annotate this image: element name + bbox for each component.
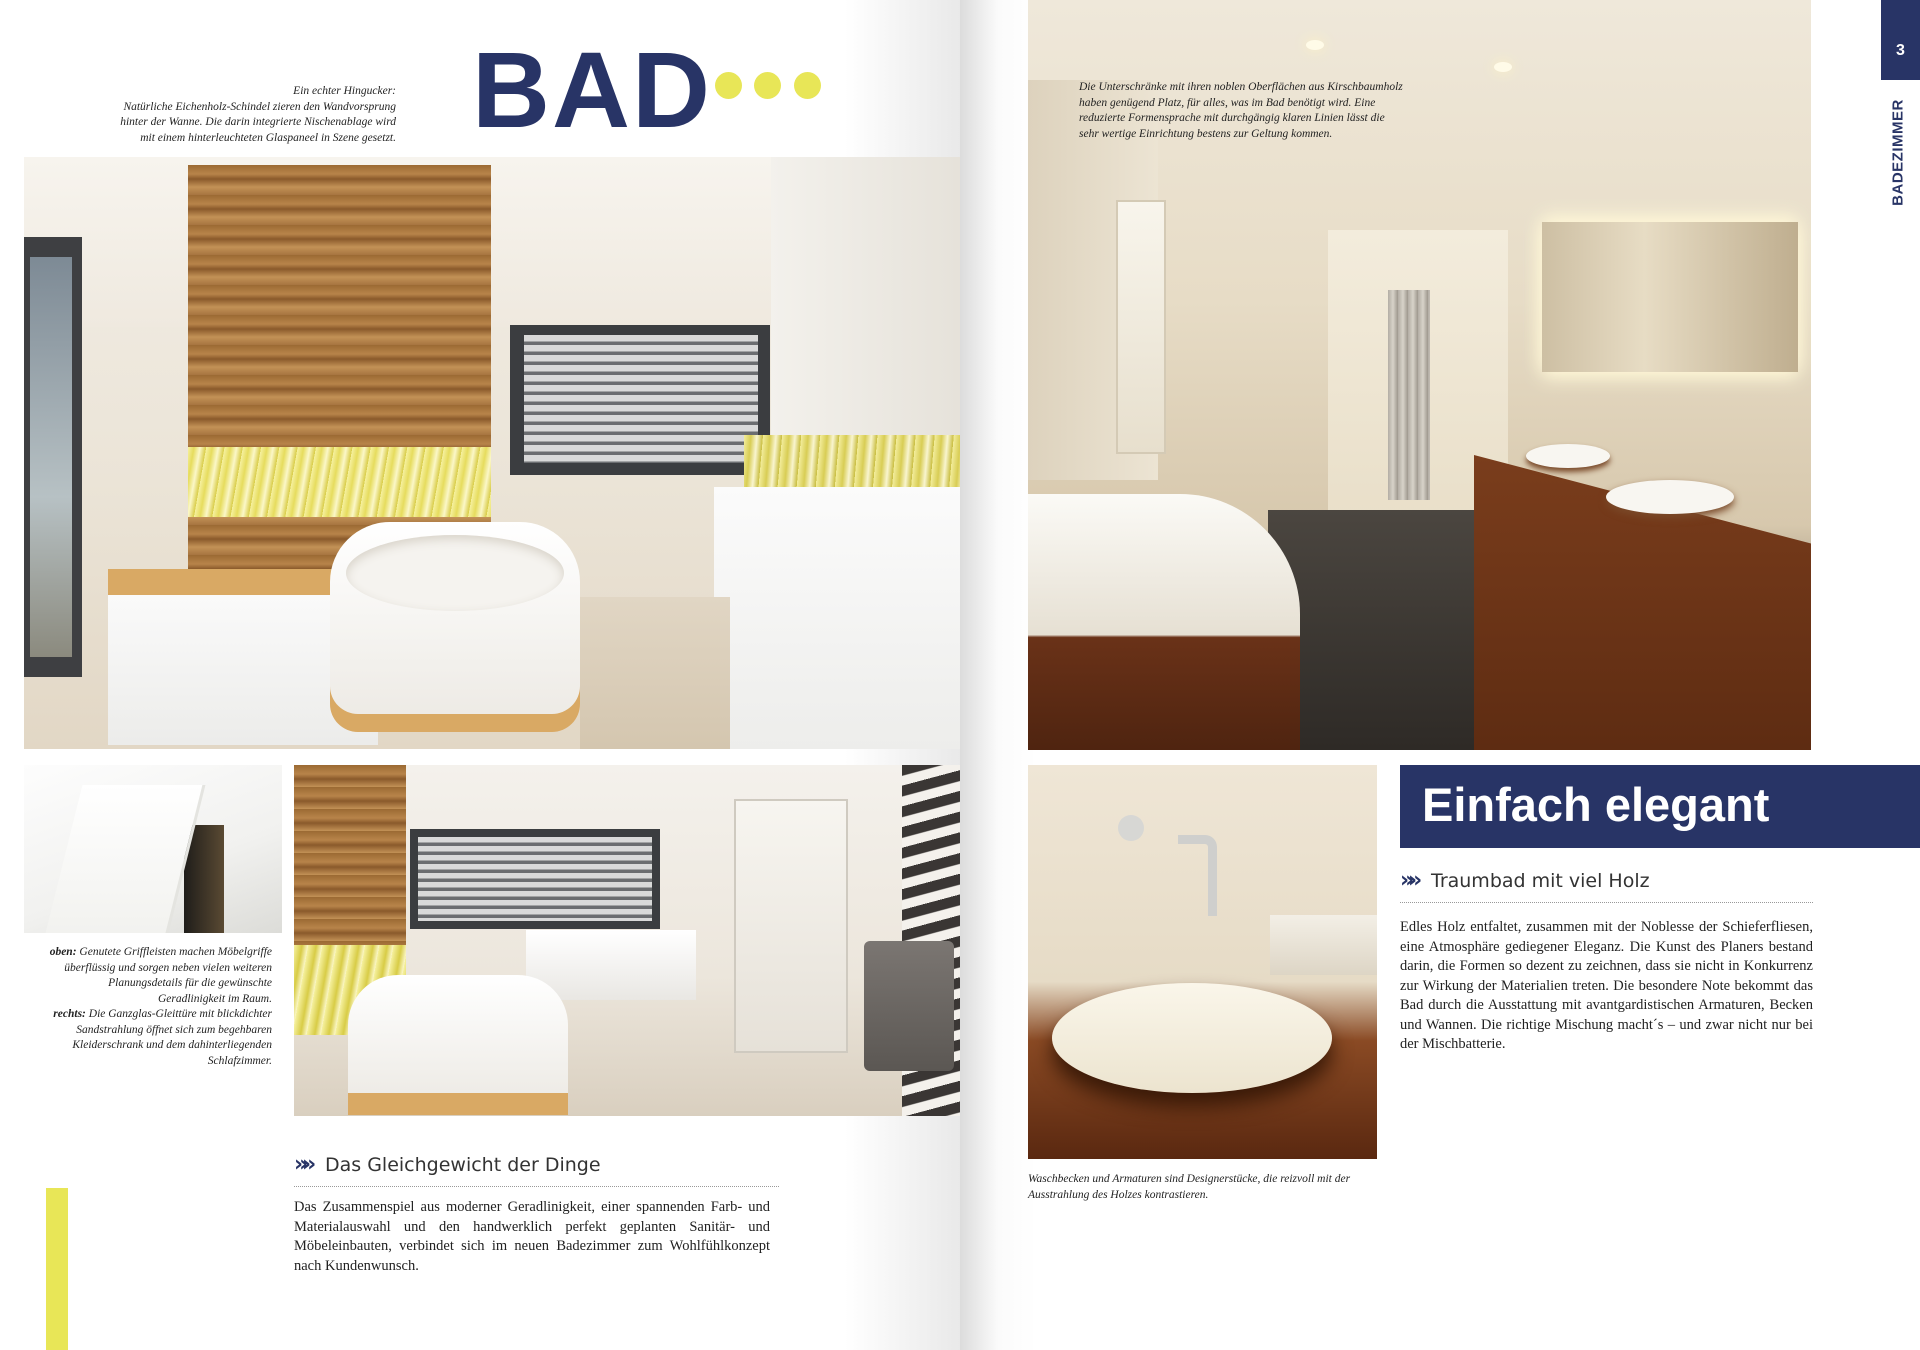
chevron-right-icon-2: » (302, 1152, 311, 1177)
sink-caption: Waschbecken und Armaturen sind Designerstücke, die reizvoll mit der Ausstrahlung des Holzes kontrastieren. (1028, 1173, 1351, 1201)
oval-vessel-sink (1052, 983, 1332, 1093)
ceiling-spotlight-2 (1494, 62, 1512, 72)
ceiling-spotlight-1 (1306, 40, 1324, 50)
right-page (960, 0, 1920, 1350)
side-caption-oben-label: oben: (49, 946, 77, 958)
cabinet-door-edge (46, 785, 206, 933)
illuminated-mirror (1542, 222, 1798, 372)
section-title-left: Das Gleichgewicht der Dinge (325, 1154, 601, 1176)
top-caption-line-3: mit einem hinterleuchteten Glaspaneel in Szene gesetzt. (140, 131, 396, 144)
divider-right (1400, 902, 1813, 903)
left-window-glass (30, 257, 72, 657)
section-banner (1400, 765, 1920, 848)
page-title: BAD (472, 29, 712, 150)
chevron-right-icon: » (294, 1152, 303, 1177)
vessel-sink-1 (1526, 444, 1610, 468)
illuminated-glass-panel (188, 447, 491, 517)
tall-cabinet (771, 157, 960, 437)
top-caption-right: Die Unterschränke mit ihren noblen Oberflächen aus Kirschbaumholz haben genügend Platz, für alles, was im Bad benötigt wird. Eine reduzierte Formensprache mit durchgängig klaren Linien lässt die sehr wertige Einrichtung bestens zur Geltung kommen. (1079, 81, 1403, 140)
banner-title: Einfach elegant (1422, 778, 1770, 831)
bathtub-inner (346, 535, 564, 611)
body-text-right: Edles Holz entfaltet, zusammen mit der Noblesse der Schieferfliesen, eine Atmosphäre gediegener Eleganz. Die Kunst des Planers bestand darin, die Formen so dezent zu zeichnen, dass sie nicht in Konkurrenz zur Wirkung der Materialien treten. Die besondere Note bekommt das Bad durch die Ausstattung mit avantgardistischen Armaturen, Becken und Wannen. Die richtige Mischung macht´s – und zwar nicht nur bei der Mischbatterie. (1400, 919, 1813, 1052)
body-text-left: Das Zusammenspiel aus moderner Geradlinigkeit, einer spannenden Farb- und Materialauswahl und den handwerklich perfekt geplanten Sanitär- und Möbeleinbauten, verbindet sich im neuen Badezimmer zum Wohlfühlkonzept nach Kundenwunsch. (294, 1199, 770, 1274)
section-tab-label: BADEZIMMER (1889, 99, 1907, 206)
yellow-dot-3 (794, 72, 821, 99)
blinds-2 (418, 837, 652, 921)
floor (580, 597, 730, 749)
side-caption-rechts-text: Die Ganzglas-Gleittüre mit blickdichter Sandstrahlung öffnet sich zum begehbaren Kleiderschrank und dem dahinterliegenden Schlafzimmer. (72, 1008, 272, 1067)
wood-wall-2 (294, 765, 406, 945)
chevron-right-icon-r2: » (1408, 868, 1417, 893)
wall-faucet (1178, 835, 1217, 916)
page-number: 3 (1896, 42, 1905, 59)
top-caption-line-1: Natürliche Eichenholz-Schindel zieren den Wandvorsprung (123, 100, 396, 113)
white-vanity (714, 487, 960, 749)
top-caption-line-2: hinter der Wanne. Die darin integrierte Nischenablage wird (120, 116, 396, 128)
chevron-right-icon-r1: » (1400, 868, 1409, 893)
side-caption (40, 945, 272, 1069)
section-tab (1881, 0, 1920, 80)
yellow-accent-bar (46, 1188, 68, 1350)
main-bathroom-photo (24, 157, 960, 749)
grey-towel (864, 941, 954, 1071)
section-heading-right (1400, 868, 1813, 902)
glass-door (734, 799, 848, 1053)
bathroom-overview-photo (294, 765, 960, 1116)
top-caption-title: Ein echter Hingucker: (293, 85, 396, 97)
divider-left (294, 1186, 779, 1187)
column-radiator (1388, 290, 1430, 500)
section-heading-left (294, 1152, 779, 1186)
bathtub-2 (348, 975, 568, 1115)
blinds (524, 335, 758, 463)
yellow-dot-2 (754, 72, 781, 99)
yellow-dot-1 (715, 72, 742, 99)
side-caption-rechts-label: rechts: (53, 1008, 86, 1020)
section-title-right: Traumbad mit viel Holz (1431, 870, 1650, 892)
freestanding-bathtub (1028, 494, 1300, 750)
cabinet-detail-photo (24, 765, 282, 933)
folded-towels (1270, 915, 1377, 975)
faucet-knob (1118, 815, 1144, 841)
niche-window (1116, 200, 1166, 454)
side-caption-oben-text: Genutete Griffleisten machen Möbelgriffe überflüssig und sorgen neben vielen weiteren Planungsdetails für die gewünschte Geradlinigkeit im Raum. (64, 946, 272, 1005)
vessel-sink-2 (1606, 480, 1734, 514)
top-caption-left (40, 84, 396, 146)
sink-detail-photo (1028, 765, 1377, 1159)
